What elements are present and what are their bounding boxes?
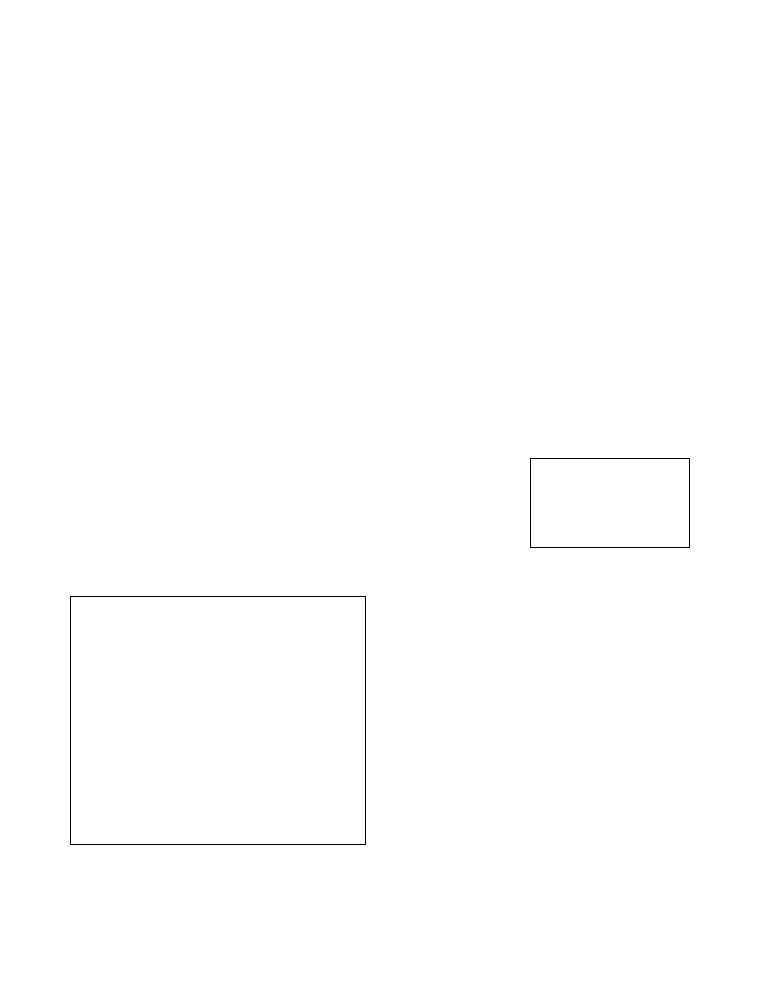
instructions-box (70, 596, 366, 845)
answer-box (530, 458, 690, 548)
